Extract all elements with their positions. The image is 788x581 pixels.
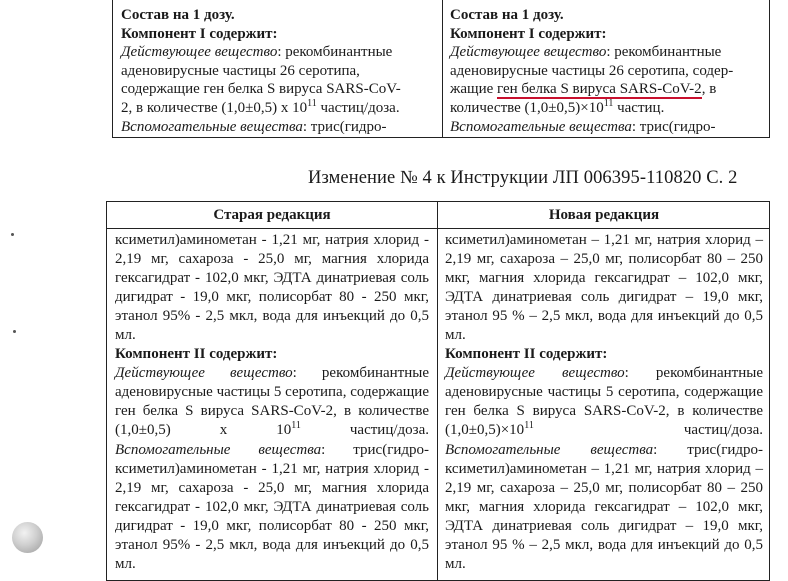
component-heading: Компонент I содержит: bbox=[450, 25, 607, 42]
highlighted-phrase: ген белка S вируса SARS-CoV-2 bbox=[497, 81, 702, 98]
aux-label: Вспомогательные вещества bbox=[115, 441, 322, 458]
header-old: Старая редакция bbox=[213, 207, 331, 223]
comparison-table bbox=[106, 201, 770, 581]
paragraph: ксиметил)аминометан – 1,21 мг, натрия хлорид – 2,19 мг, сахароза – 25,0 мг, полисорбат 80 – 250 мкг, магния хлорида гексагидрат – 102,0 мкг, ЭДТА динатриевая соль дигидрат – 19,0 мкг, этанол 95 % – 2,5 мкл, вода для инъекций до 0,5 мл. bbox=[445, 232, 763, 344]
table-header-row bbox=[107, 202, 769, 229]
scan-speck bbox=[13, 330, 16, 333]
aux-label: Вспомогательные вещества bbox=[445, 441, 654, 458]
active-label: Действующее вещество bbox=[445, 365, 625, 382]
component-heading: Компонент II содержит: bbox=[445, 346, 608, 363]
aux-label: Вспомогательные вещества bbox=[121, 118, 303, 135]
header-new: Новая редакция bbox=[548, 207, 660, 223]
composition-heading: Состав на 1 дозу. bbox=[121, 7, 235, 23]
top-old-column: Состав на 1 дозу. Компонент I содержит: Действующее вещество: рекомбинантные аденовирусные частицы 26 серотипа, содержащие ген белка S вируса SARS-CoV- 2, в количестве (1,0±0,5) х $10^{11}$ частиц/доза. Вспомогательные вещества: трис(гидро- bbox=[113, 0, 442, 137]
top-table-fragment bbox=[112, 0, 770, 138]
old-edition-column: ксиметил)аминометан - 1,21 мг, натрия хлорид - 2,19 мг, сахароза - 25,0 мг, магния хлорида гексагидрат - 102,0 мкг, ЭДТА динатриевая соль дигидрат - 19,0 мкг, полисорбат 80 - 250 мкг, этанол 95% - 2,5 мкл, вода для инъекций до 0,5 мл. Компонент II содержит: Действующее вещество: рекомбинантные аденовирусные частицы 5 серотипа, содержащие ген белка S вируса SARS-CoV-2, в количестве (1,0±0,5) х $10^{11}$ частиц/доза. Вспомогательные вещества: трис(гидро-ксиметил)аминометан - 1,21 мг, натрия хлорид - 2,19 мг, сахароза - 25,0 мг, магния хлорида гексагидрат - 102,0 мкг, ЭДТА динатриевая соль дигидрат - 19,0 мкг, полисорбат 80 - 250 мкг, этанол 95% - 2,5 мкл, вода для инъекций до 0,5 мл. bbox=[115, 232, 430, 572]
new-edition-column: ксиметил)аминометан – 1,21 мг, натрия хлорид – 2,19 мг, сахароза – 25,0 мг, полисорбат 80 – 250 мкг, магния хлорида гексагидрат – 102,0 мкг, ЭДТА динатриевая соль дигидрат – 19,0 мкг, этанол 95 % – 2,5 мкл, вода для инъекций до 0,5 мл. Компонент II содержит: Действующее вещество: рекомбинантные аденовирусные частицы 5 серотипа, содержащие ген белка S вируса SARS-CoV-2, в количестве $(1,0\pm 0,5)\times 10^{11}$ частиц/доза. Вспомогательные вещества: трис(гидро-ксиметил)аминометан – 1,21 мг, натрия хлорид – 2,19 мг, сахароза – 25,0 мг, полисорбат 80 – 250 мкг, магния хлорида гексагидрат – 102,0 мкг, ЭДТА динатриевая соль дигидрат – 19,0 мкг, этанол 95 % – 2,5 мкл, вода для инъекций до 0,5 мл. bbox=[445, 232, 764, 572]
composition-heading: Состав на 1 дозу. bbox=[450, 7, 564, 23]
top-new-column: Состав на 1 дозу. Компонент I содержит: Действующее вещество: рекомбинантные аденовирусные частицы 26 серотипа, содер- жащие ген белка S вируса SARS-CoV-2, в количестве $(1,0\pm 0,5)\times 10^{11}$ частиц. Вспомогательные вещества: трис(гидро- bbox=[442, 0, 771, 137]
active-label: Действующее вещество bbox=[115, 365, 293, 382]
aux-label: Вспомогательные вещества bbox=[450, 118, 632, 135]
paragraph: ксиметил)аминометан - 1,21 мг, натрия хлорид - 2,19 мг, сахароза - 25,0 мг, магния хлорида гексагидрат - 102,0 мкг, ЭДТА динатриевая соль дигидрат - 19,0 мкг, полисорбат 80 - 250 мкг, этанол 95% - 2,5 мкл, вода для инъекций до 0,5 мл. bbox=[115, 232, 429, 344]
component-heading: Компонент I содержит: bbox=[121, 25, 278, 42]
punch-hole bbox=[12, 522, 43, 553]
component-heading: Компонент II содержит: bbox=[115, 346, 278, 363]
active-label: Действующее вещество bbox=[121, 44, 278, 61]
active-label: Действующее вещество bbox=[450, 44, 607, 61]
scan-speck bbox=[11, 233, 14, 236]
page-title: Изменение № 4 к Инструкции ЛП 006395-110820 С. 2 bbox=[308, 168, 738, 188]
